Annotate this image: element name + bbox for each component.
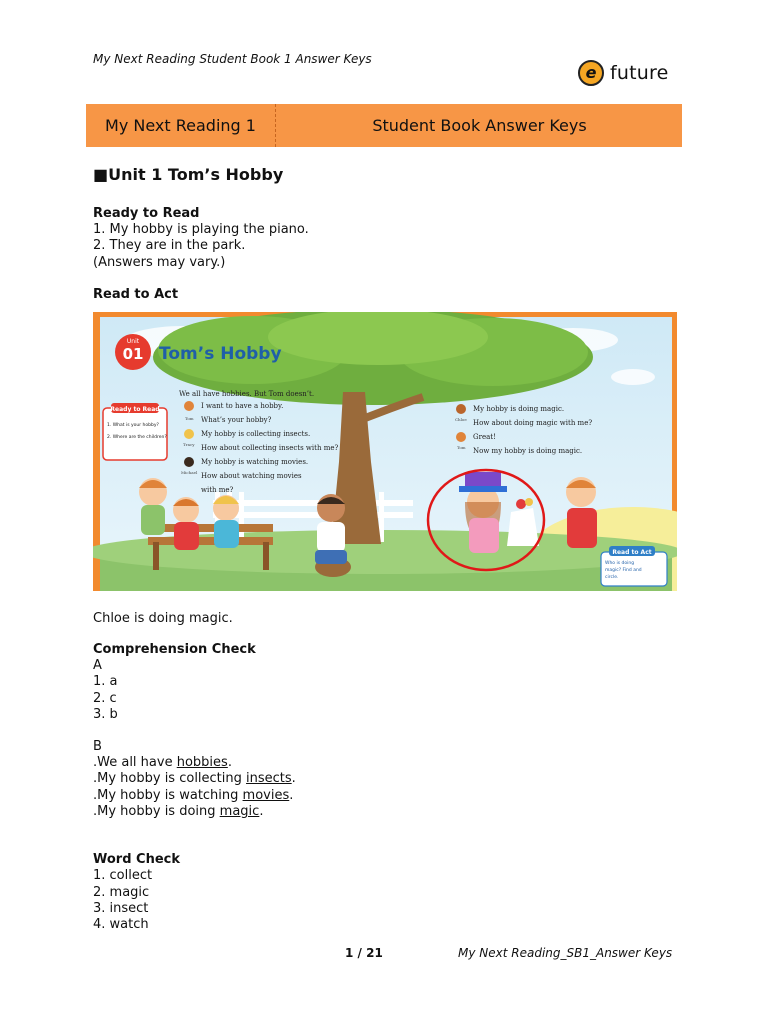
section-b-label: B	[93, 739, 102, 754]
svg-text:circle.: circle.	[605, 575, 619, 580]
dialog-line: Great!	[473, 433, 496, 441]
efuture-logo	[578, 58, 669, 88]
ready-to-read-heading: Ready to Read	[93, 206, 200, 221]
b-line-text: .My hobby is watching	[93, 788, 243, 803]
read-to-act-heading: Read to Act	[93, 287, 179, 302]
unit-badge-label: Unit	[126, 338, 140, 345]
a-answer-2: 2. c	[93, 691, 117, 706]
b-line-text: .My hobby is collecting	[93, 771, 247, 786]
dialog-line: with me?	[201, 486, 234, 494]
footer-title: My Next Reading_SB1_Answer Keys	[458, 946, 673, 960]
svg-text:magic? Find and: magic? Find and	[605, 568, 642, 573]
story-title: Tom’s Hobby	[159, 344, 282, 364]
dialog-line: Now my hobby is doing magic.	[473, 447, 583, 455]
b-line-text: .My hobby is doing	[93, 804, 220, 819]
header-banner	[86, 104, 682, 147]
comprehension-heading: Comprehension Check	[93, 642, 256, 657]
dialog-line: I want to have a hobby.	[201, 402, 284, 410]
word-check-item-2: 2. magic	[93, 885, 150, 900]
b-line-end: .	[227, 755, 232, 770]
speaker-tracy: Tracy	[183, 442, 195, 447]
b-line-1	[93, 755, 232, 771]
ready-answer-1: 1. My hobby is playing the piano.	[93, 222, 309, 237]
dialog-line: My hobby is collecting insects.	[201, 430, 311, 438]
section-a-label: A	[93, 658, 102, 673]
speaker-michael: Michael	[181, 470, 198, 475]
ready-answer-2: 2. They are in the park.	[93, 238, 246, 253]
svg-text:Read to Act: Read to Act	[612, 549, 652, 556]
a-answer-1: 1. a	[93, 674, 118, 689]
speaker-tom-right: Tom	[457, 445, 466, 450]
svg-text:Ready to Read: Ready to Read	[110, 406, 160, 413]
b-line-text: .We all have	[93, 755, 177, 770]
textbook-page-illustration	[93, 312, 677, 591]
b-line-end: .	[291, 771, 296, 786]
logo-text: future	[610, 62, 669, 84]
b-line-4	[93, 804, 263, 820]
b-line-3	[93, 788, 293, 804]
b-line-end: .	[259, 804, 264, 819]
b-answer-word: movies	[242, 788, 290, 803]
word-check-item-3: 3. insect	[93, 901, 149, 916]
dialog-line: My hobby is watching movies.	[201, 458, 309, 466]
story-intro: We all have hobbies. But Tom doesn’t.	[179, 390, 315, 398]
b-line-2	[93, 771, 296, 787]
read-to-act-box	[601, 546, 667, 586]
svg-text:1. What is your hobby?: 1. What is your hobby?	[107, 423, 159, 428]
dialog-line: How about doing magic with me?	[473, 419, 593, 427]
dialog-line: How about collecting insects with me?	[201, 444, 339, 452]
b-line-end: .	[289, 788, 294, 803]
dialog-line: How about watching movies	[201, 472, 302, 480]
read-to-act-answer: Chloe is doing magic.	[93, 611, 233, 626]
dialog-line: My hobby is doing magic.	[473, 405, 565, 413]
speaker-chloe: Chloe	[455, 417, 467, 422]
b-answer-word: hobbies	[176, 755, 228, 770]
unit-badge-number: 01	[122, 345, 144, 363]
word-check-heading: Word Check	[93, 852, 181, 867]
ready-answer-note: (Answers may vary.)	[93, 255, 226, 270]
speaker-tom: Tom	[185, 416, 194, 421]
banner-book-title: My Next Reading 1	[105, 116, 256, 135]
ready-to-read-box	[103, 403, 167, 460]
dialog-line: What’s your hobby?	[201, 416, 272, 424]
a-answer-3: 3. b	[93, 707, 118, 722]
svg-text:2. Where are the children?: 2. Where are the children?	[107, 435, 167, 440]
page-number: 1 / 21	[345, 946, 383, 960]
logo-e-mark: e	[578, 60, 604, 86]
document-title: My Next Reading Student Book 1 Answer Keys	[93, 52, 372, 66]
unit-heading: ■Unit 1 Tom’s Hobby	[93, 165, 284, 184]
b-answer-word: insects	[246, 771, 292, 786]
word-check-item-4: 4. watch	[93, 917, 149, 932]
banner-subtitle: Student Book Answer Keys	[372, 116, 587, 135]
word-check-item-1: 1. collect	[93, 868, 153, 883]
svg-text:Who is doing: Who is doing	[605, 561, 635, 566]
b-answer-word: magic	[219, 804, 260, 819]
